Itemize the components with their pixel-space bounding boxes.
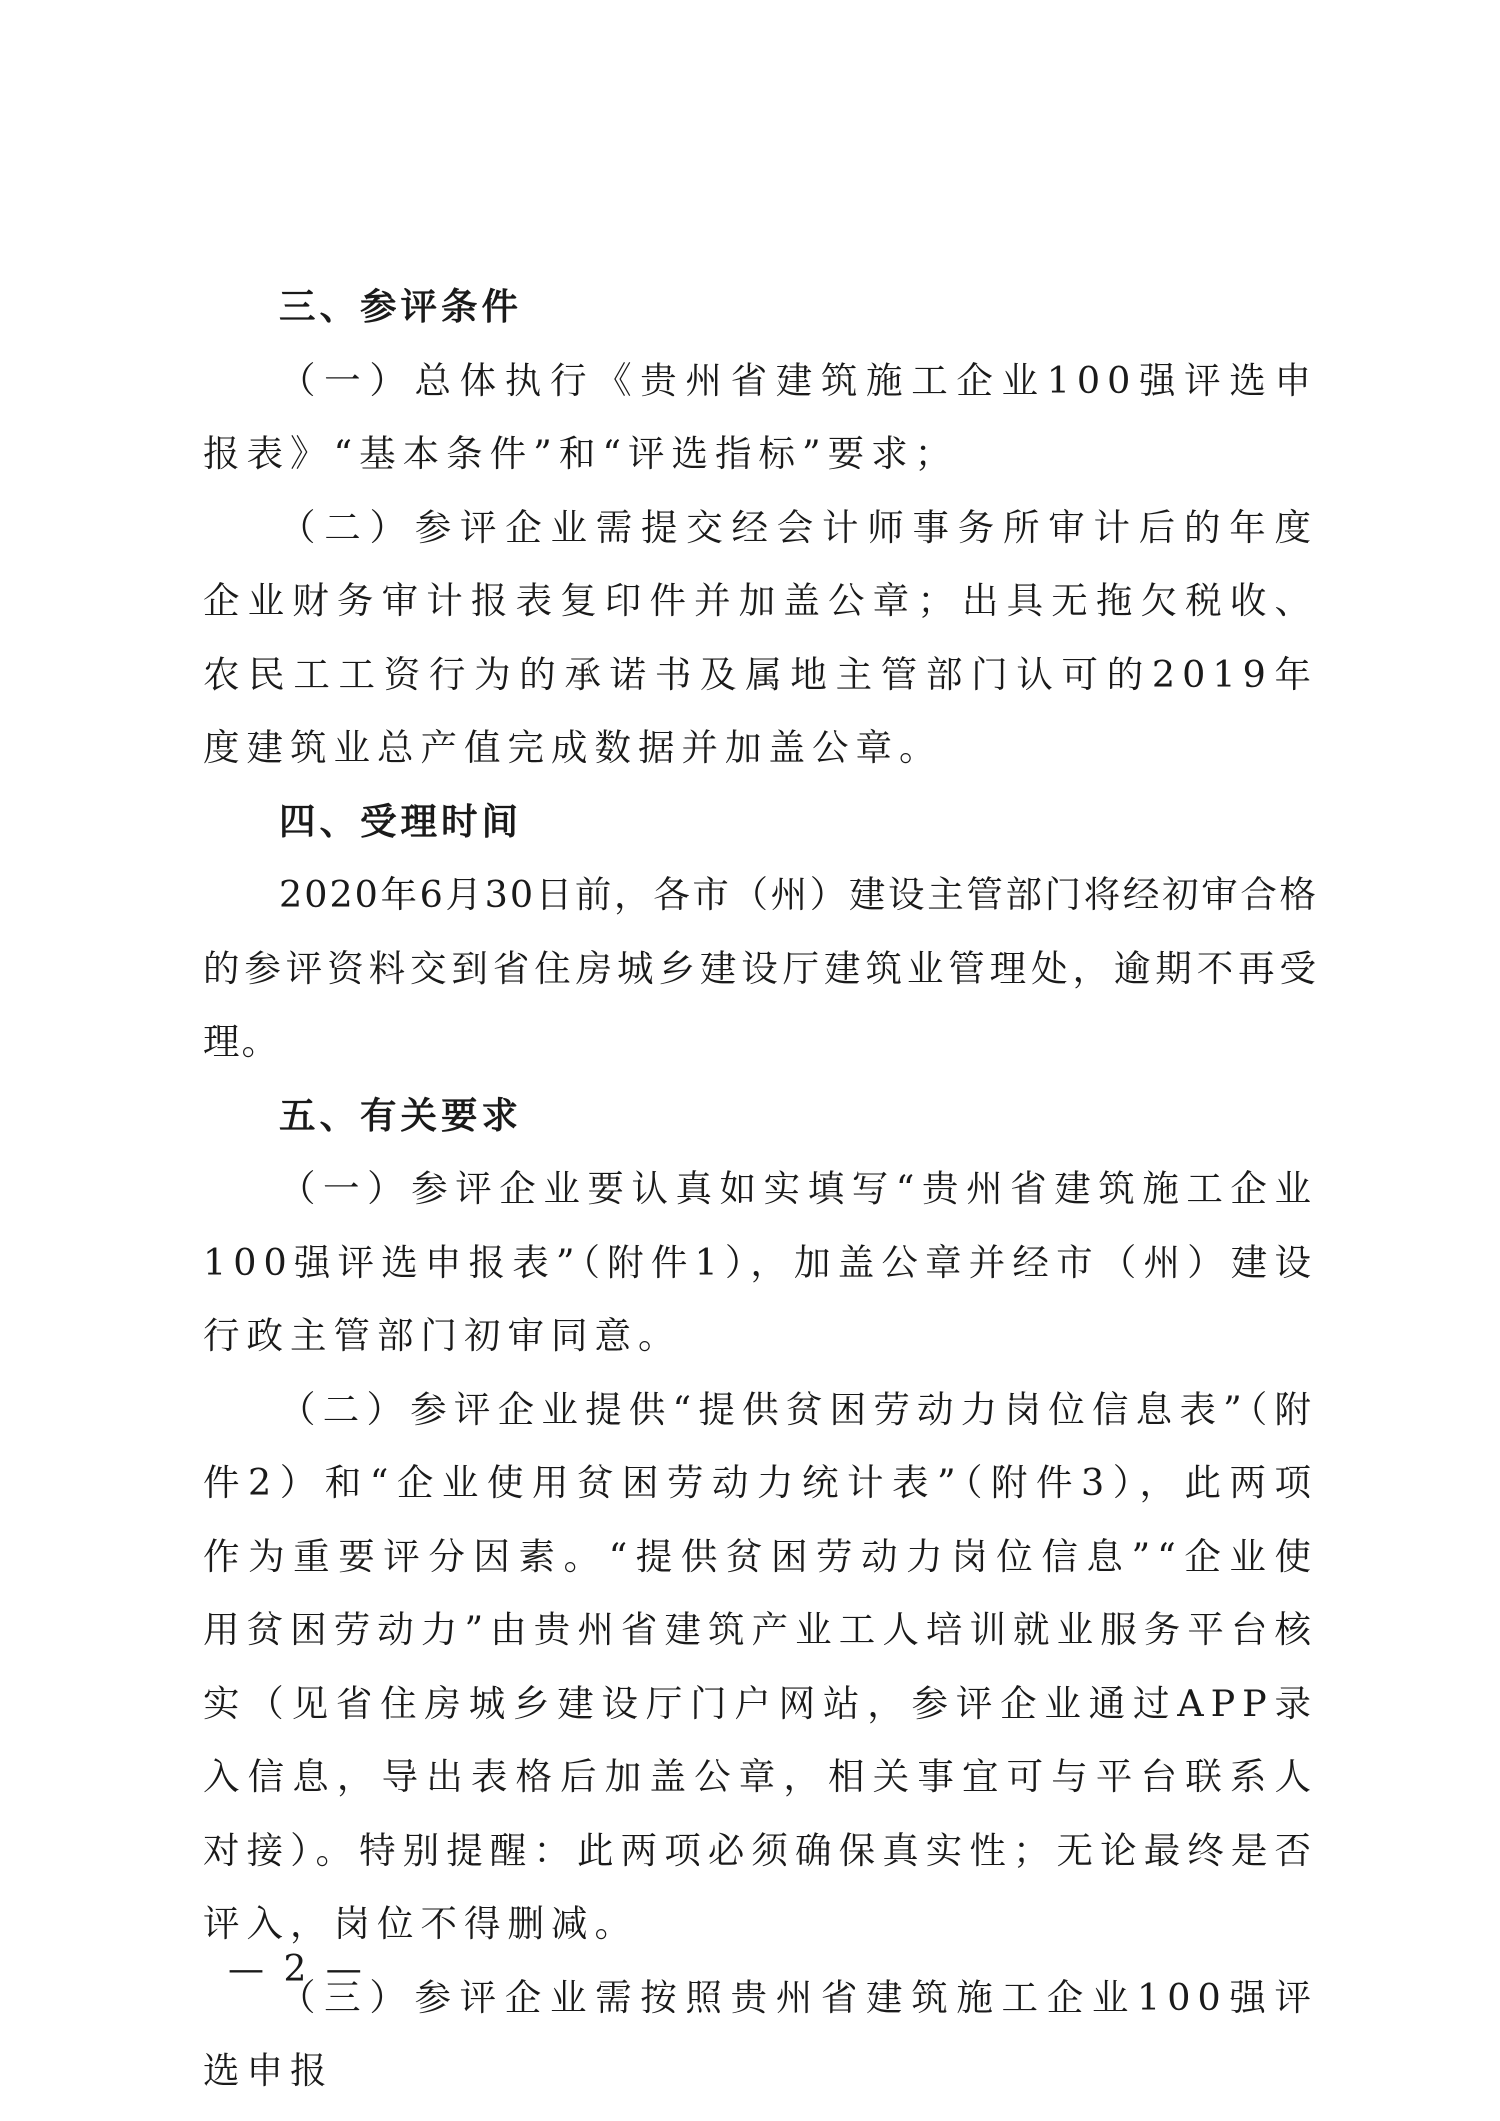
document-body <box>203 270 1318 2108</box>
section-three-paragraph-2: （二）参评企业需提交经会计师事务所审计后的年度企业财务审计报表复印件并加盖公章；出具无拖欠税收、农民工工资行为的承诺书及属地主管部门认可的2019年度建筑业总产值完成数据并加盖公章。 <box>203 505 1318 769</box>
section-five-paragraph-2: （二）参评企业提供“提供贫困劳动力岗位信息表”（附件2）和“企业使用贫困劳动力统计表”（附件3），此两项作为重要评分因素。“提供贫困劳动力岗位信息”“企业使用贫困劳动力”由贵州省建筑产业工人培训就业服务平台核实（见省住房城乡建设厅门户网站，参评企业通过APP录入信息，导出表格后加盖公章，相关事宜可与平台联系人对接）。特别提醒：此两项必须确保真实性；无论最终是否评入，岗位不得删减。 <box>203 1387 1318 1945</box>
section-five-heading: 五、有关要求 <box>279 1093 522 1137</box>
section-four-heading: 四、受理时间 <box>279 799 522 843</box>
section-three-heading: 三、参评条件 <box>279 285 522 328</box>
section-five-paragraph-1: （一）参评企业要认真如实填写“贵州省建筑施工企业100强评选申报表”（附件1），加盖公章并经市（州）建设行政主管部门初审同意。 <box>203 1167 1318 1357</box>
section-three-paragraph-1: （一）总体执行《贵州省建筑施工企业100强评选申报表》“基本条件”和“评选指标”要求； <box>203 358 1318 475</box>
section-five-paragraph-3: （三）参评企业需按照贵州省建筑施工企业100强评选申报 <box>203 1975 1318 2092</box>
page-number: — 2 — <box>228 1949 366 1990</box>
section-four-paragraph-1: 2020年6月30日前，各市（州）建设主管部门将经初审合格的参评资料交到省住房城乡建设厅建筑业管理处，逾期不再受理。 <box>203 873 1318 1063</box>
